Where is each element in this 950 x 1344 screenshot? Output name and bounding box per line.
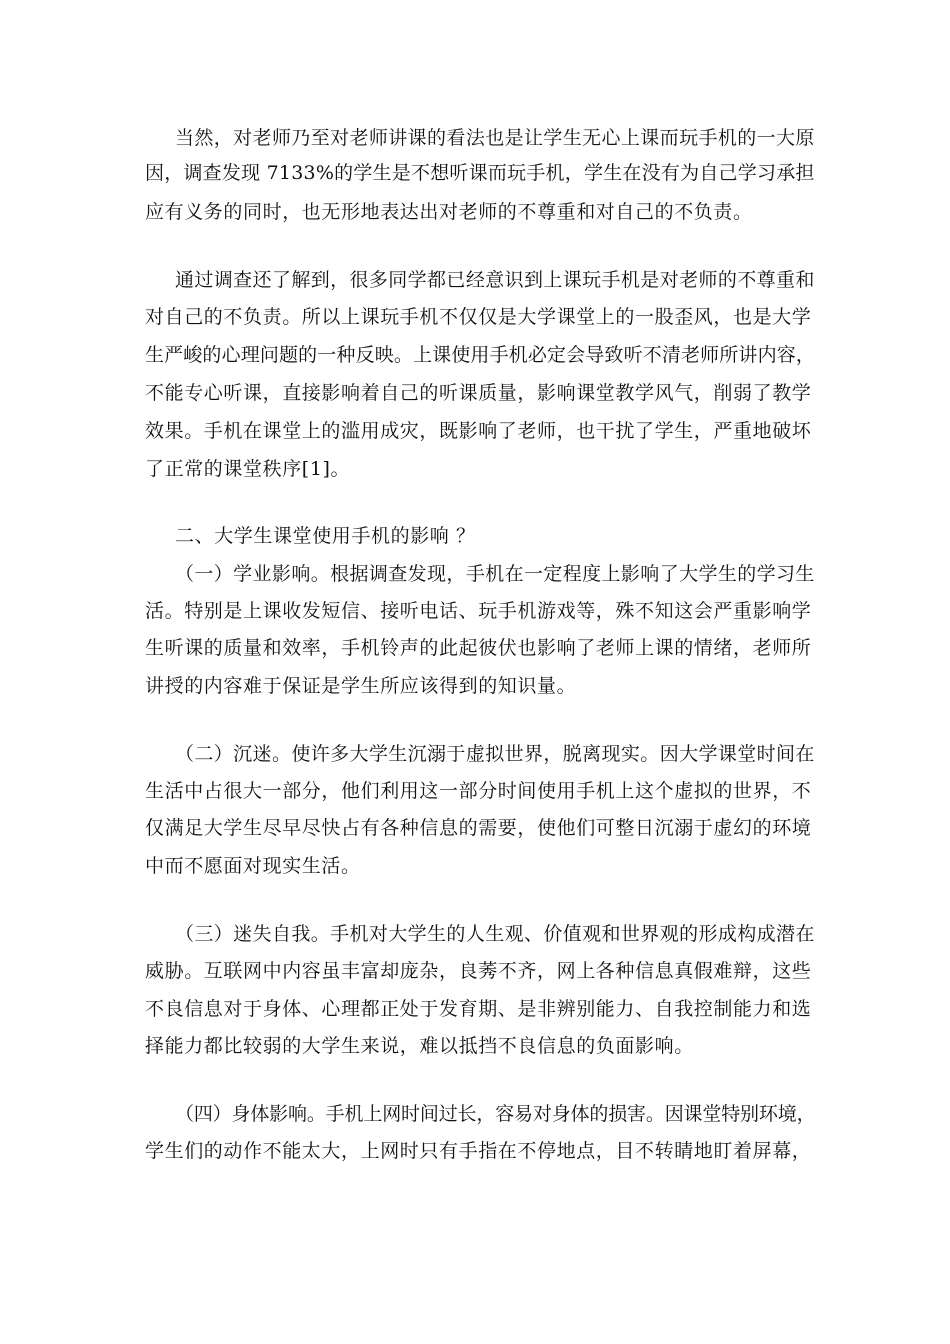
paragraph-2-line-3: 生严峻的心理问题的一种反映。上课使用手机必定会导致听不清老师所讲内容， (145, 344, 816, 366)
paragraph-2-line-4: 不能专心听课，直接影响着自己的听课质量，影响课堂教学风气，削弱了教学 (145, 382, 812, 404)
paragraph-5-line-4: 择能力都比较弱的大学生来说，难以抵挡不良信息的负面影响。 (145, 1035, 694, 1057)
section-heading: 二、大学生课堂使用手机的影响 ？ (175, 525, 476, 547)
paragraph-2-line-5: 效果。手机在课堂上的滥用成灾，既影响了老师，也干扰了学生，严重地破坏 (145, 420, 812, 442)
paragraph-5-line-3: 不良信息对于身体、心理都正处于发育期、是非辨别能力、自我控制能力和选 (145, 998, 812, 1020)
paragraph-1-line-1: 当然，对老师乃至对老师讲课的看法也是让学生无心上课而玩手机的一大原 (175, 127, 815, 149)
paragraph-2-line-6: 了正常的课堂秩序[1]。 (145, 458, 351, 480)
paragraph-1-line-3: 应有义务的同时，也无形地表达出对老师的不尊重和对自己的不负责。 (145, 201, 753, 223)
paragraph-3-line-1: （一）学业影响。根据调查发现，手机在一定程度上影响了大学生的学习生 (175, 563, 815, 585)
paragraph-2-line-1: 通过调查还了解到，很多同学都已经意识到上课玩手机是对老师的不尊重和 (175, 269, 815, 291)
paragraph-6-line-1: （四）身体影响。手机上网时间过长，容易对身体的损害。因课堂特别环境， (175, 1103, 816, 1125)
paragraph-1-line-2: 因，调查发现 7133%的学生是不想听课而玩手机，学生在没有为自己学习承担 (145, 162, 815, 184)
paragraph-6-line-2: 学生们的动作不能太大，上网时只有手指在不停地点，目不转睛地盯着屏幕， (145, 1140, 812, 1162)
paragraph-4-line-1: （二）沉迷。使许多大学生沉溺于虚拟世界，脱离现实。因大学课堂时间在 (175, 743, 815, 765)
paragraph-4-line-4: 中而不愿面对现实生活。 (145, 855, 361, 877)
paragraph-3-line-3: 生听课的质量和效率，手机铃声的此起彼伏也影响了老师上课的情绪，老师所 (145, 637, 812, 659)
paragraph-5-line-2: 威胁。互联网中内容虽丰富却庞杂，良莠不齐，网上各种信息真假难辩，这些 (145, 960, 812, 982)
paragraph-3-line-2: 活。特别是上课收发短信、接听电话、玩手机游戏等，殊不知这会严重影响学 (145, 600, 812, 622)
paragraph-4-line-3: 仅满足大学生尽早尽快占有各种信息的需要，使他们可整日沉溺于虚幻的环境 (145, 817, 812, 839)
paragraph-3-line-4: 讲授的内容难于保证是学生所应该得到的知识量。 (145, 675, 577, 697)
paragraph-5-line-1: （三）迷失自我。手机对大学生的人生观、价值观和世界观的形成构成潜在 (175, 923, 815, 945)
paragraph-2-line-2: 对自己的不负责。所以上课玩手机不仅仅是大学课堂上的一股歪风，也是大学 (145, 306, 812, 328)
paragraph-4-line-2: 生活中占很大一部分，他们利用这一部分时间使用手机上这个虚拟的世界，不 (145, 780, 812, 802)
